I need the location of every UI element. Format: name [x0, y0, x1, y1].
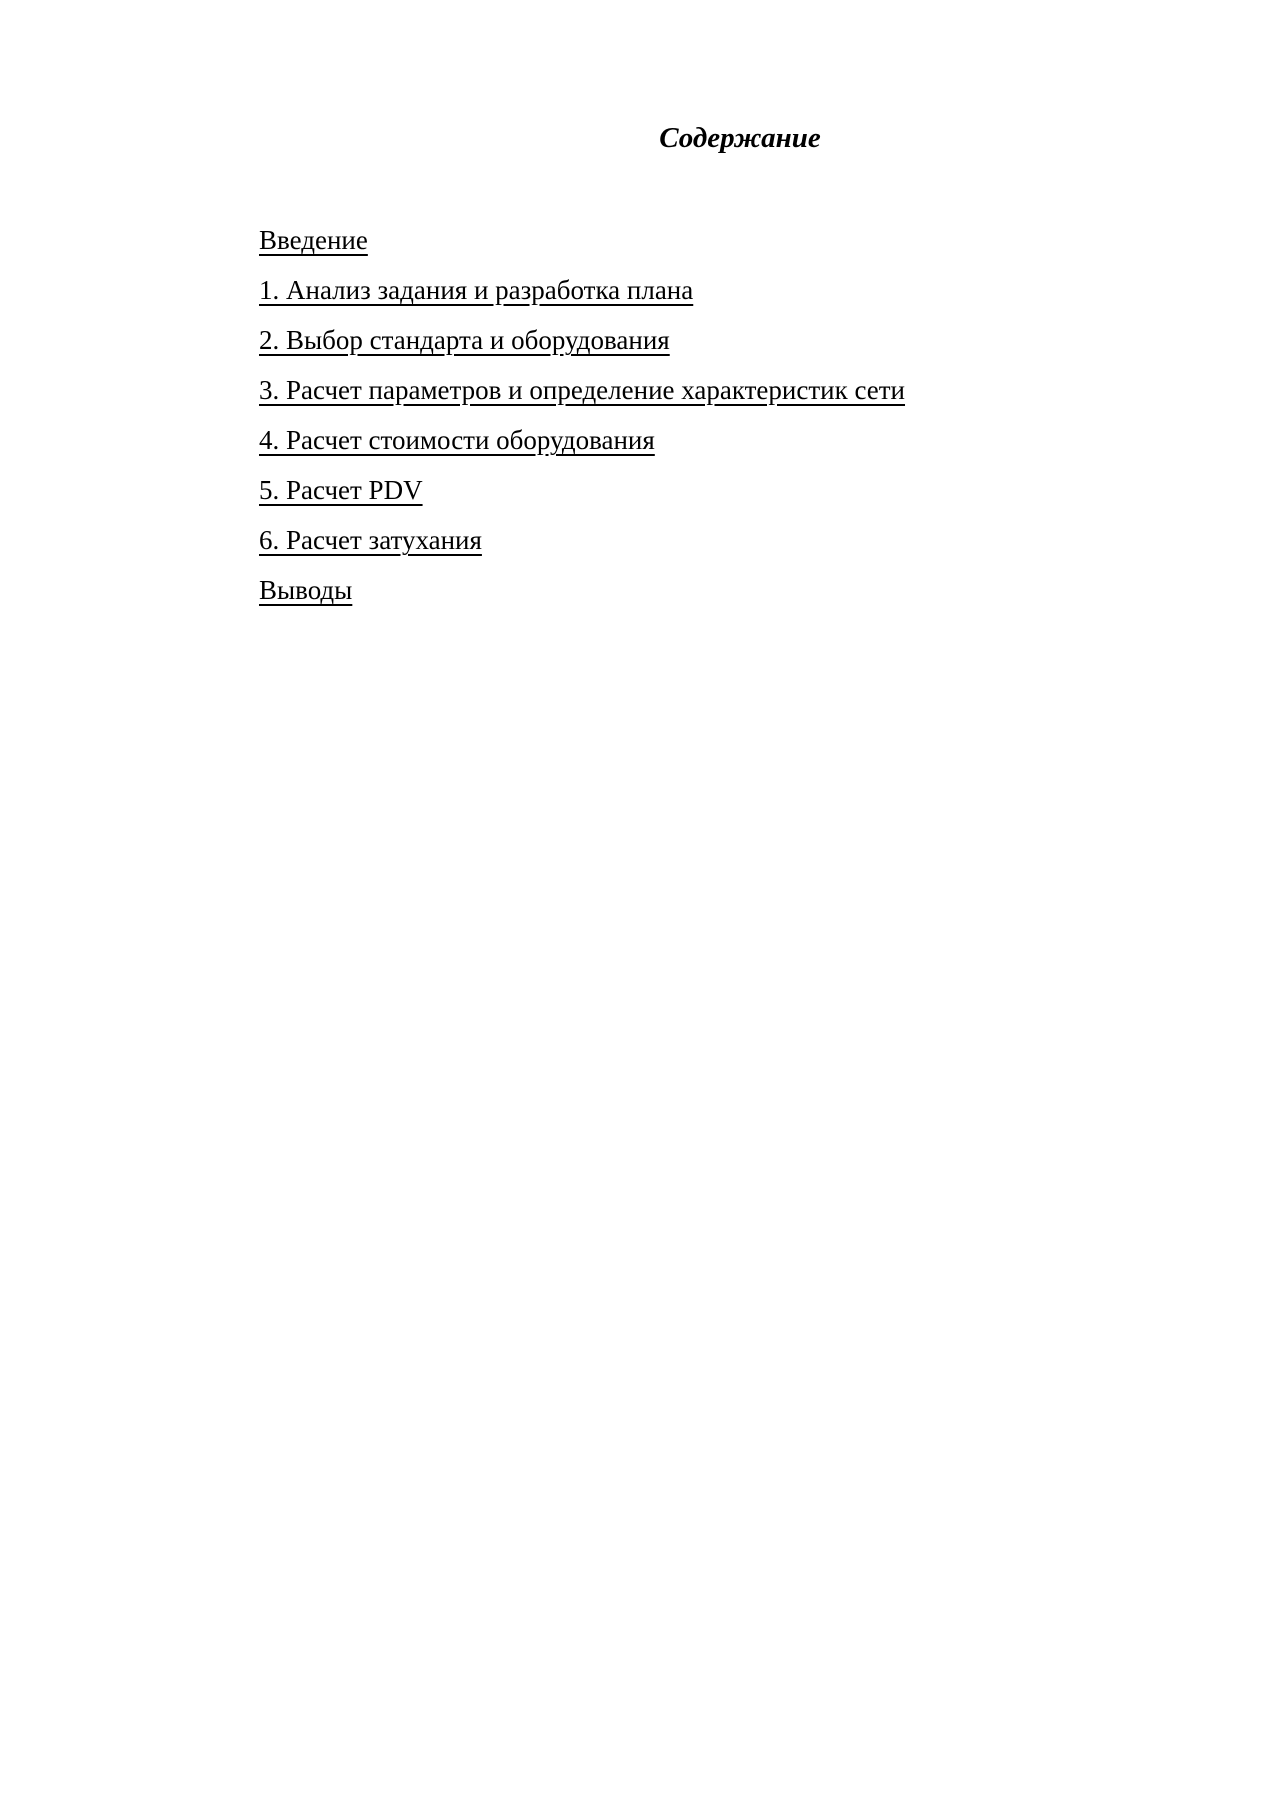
toc-link-conclusions[interactable]: Выводы — [259, 575, 353, 605]
toc-item-6 — [259, 520, 905, 570]
toc-item-4 — [259, 420, 905, 470]
toc-item-3 — [259, 370, 905, 420]
toc-link-1[interactable]: 1. Анализ задания и разработка плана — [259, 275, 694, 305]
toc-link-introduction[interactable]: Введение — [259, 225, 368, 255]
toc-item-introduction — [259, 220, 905, 270]
toc-title: Содержание — [659, 122, 821, 154]
toc-link-5[interactable]: 5. Расчет PDV — [259, 475, 423, 505]
toc-link-3[interactable]: 3. Расчет параметров и определение характеристик сети — [259, 375, 906, 405]
toc-item-2 — [259, 320, 905, 370]
toc-item-5 — [259, 470, 905, 520]
table-of-contents — [259, 220, 905, 620]
toc-item-1 — [259, 270, 905, 320]
toc-link-6[interactable]: 6. Расчет затухания — [259, 525, 482, 555]
toc-item-conclusions — [259, 570, 905, 620]
toc-link-4[interactable]: 4. Расчет стоимости оборудования — [259, 425, 655, 455]
toc-link-2[interactable]: 2. Выбор стандарта и оборудования — [259, 325, 670, 355]
